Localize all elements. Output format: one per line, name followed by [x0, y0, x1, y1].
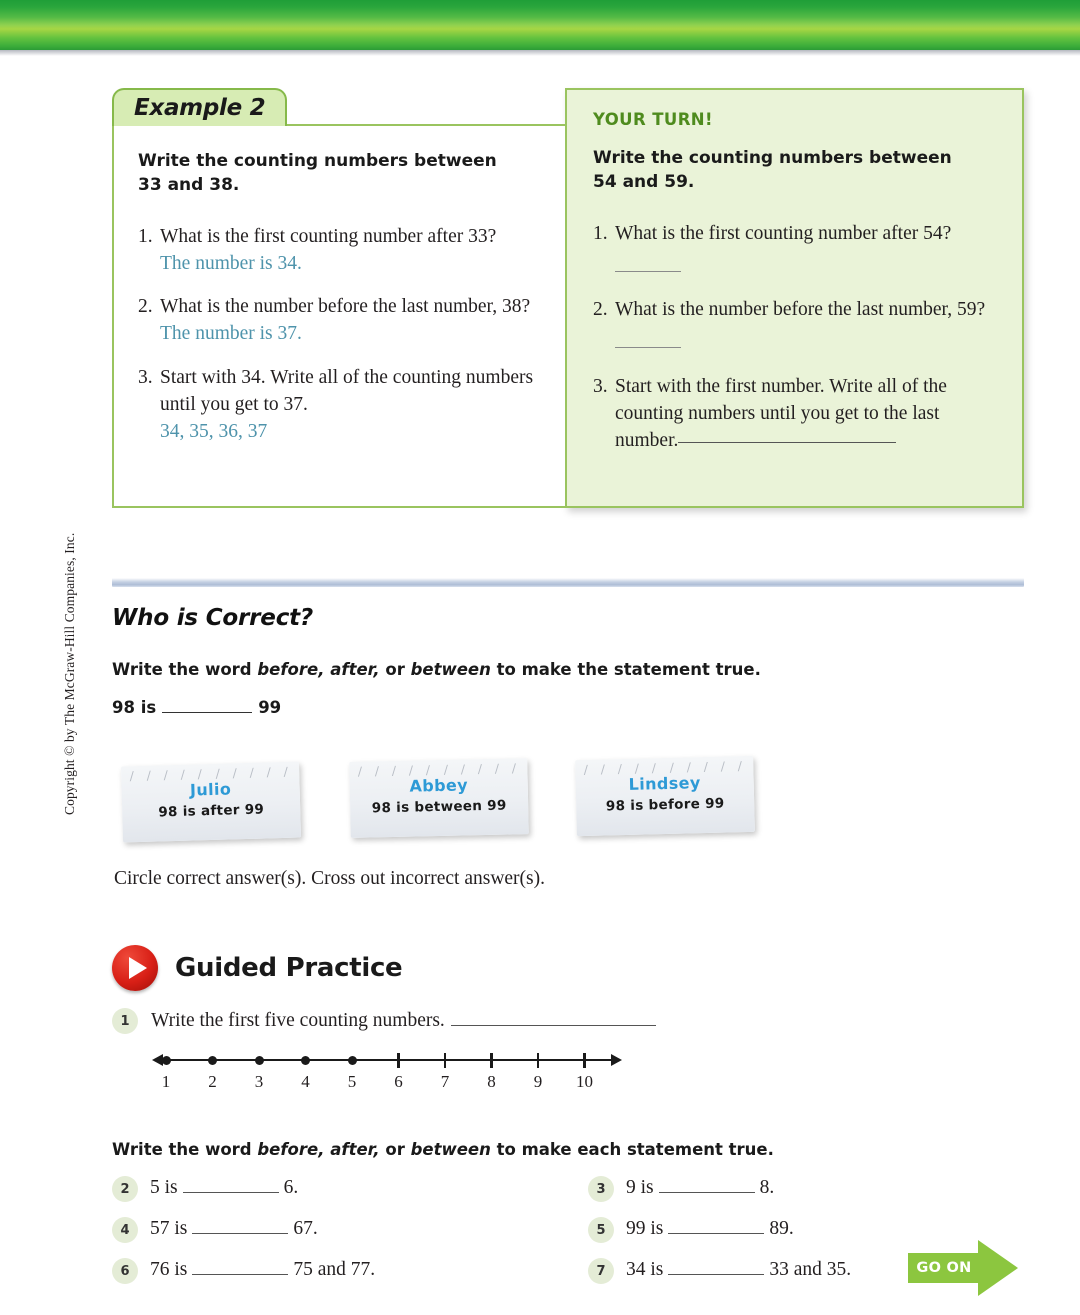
exercise-pre: 76 is — [150, 1258, 188, 1280]
example-tab — [112, 88, 287, 126]
question-number: 3. — [593, 376, 608, 398]
go-on-button[interactable] — [908, 1240, 1018, 1296]
question-badge: 4 — [112, 1217, 138, 1243]
instruction-word-before: before, — [257, 1140, 325, 1159]
instruction-part: to make the statement true. — [490, 660, 761, 679]
exercise-text — [626, 1259, 851, 1281]
question-text — [160, 365, 539, 446]
who-is-correct-statement — [112, 698, 281, 717]
question-text — [615, 374, 998, 455]
number-line-dot — [301, 1056, 310, 1065]
question-body: Start with 34. Write all of the counting numbers until you get to 37. — [160, 367, 534, 416]
answer-blank[interactable] — [668, 1263, 764, 1275]
exercise-post: 89. — [769, 1217, 794, 1239]
question-number: 1. — [593, 222, 608, 244]
example-answer: The number is 37. — [160, 323, 302, 345]
student-statement: 98 is between 99 — [371, 797, 507, 817]
exercise-pre: 5 is — [150, 1176, 178, 1198]
exercise-post: 67. — [293, 1217, 318, 1239]
instruction-word-between: between — [410, 660, 491, 679]
instruction-part: Write the word — [112, 1140, 258, 1159]
your-turn-prompt-line2: 54 and 59. — [593, 171, 695, 192]
your-turn-prompt — [593, 147, 998, 195]
student-name: Abbey — [409, 775, 469, 796]
your-turn-panel — [565, 88, 1024, 508]
number-line-tick — [537, 1053, 539, 1068]
number-line-dot — [348, 1056, 357, 1065]
your-turn-prompt-line1: Write the counting numbers between — [593, 148, 952, 168]
example-panel — [112, 88, 1024, 508]
question-text — [615, 221, 998, 281]
statement-blank[interactable] — [162, 701, 252, 713]
go-on-body — [908, 1253, 980, 1283]
who-is-correct-heading: Who is Correct? — [112, 605, 314, 631]
exercise-pre: 57 is — [150, 1217, 188, 1239]
exercise-text — [626, 1218, 794, 1240]
example-question-3 — [138, 365, 539, 446]
answer-blank[interactable] — [615, 257, 681, 272]
guided-practice-title: Guided Practice — [175, 953, 403, 983]
number-line-label: 1 — [161, 1072, 171, 1091]
question-body: What is the number before the last number, 38? — [160, 296, 531, 318]
student-name: Lindsey — [628, 773, 701, 794]
top-bar-shadow — [0, 50, 1080, 56]
exercise-text — [626, 1177, 774, 1199]
exercise-instruction — [112, 1140, 774, 1159]
student-note-card[interactable] — [575, 756, 755, 836]
instruction-word-after: after, — [330, 1140, 380, 1159]
exercise-post: 75 and 77. — [293, 1258, 376, 1280]
question-body: What is the first counting number after 54? — [615, 222, 952, 244]
statement-left: 98 is — [112, 698, 157, 717]
answer-blank[interactable] — [192, 1222, 288, 1234]
exercise-text — [150, 1218, 318, 1240]
answer-blank[interactable] — [615, 333, 681, 348]
example-answer: The number is 34. — [160, 252, 302, 274]
question-badge: 1 — [112, 1008, 138, 1034]
instruction-word-after: after, — [330, 660, 380, 679]
your-turn-question-3 — [593, 374, 998, 455]
example-answer: 34, 35, 36, 37 — [160, 421, 268, 443]
your-turn-question-2 — [593, 297, 998, 357]
question-number: 1. — [138, 225, 153, 247]
question-text — [160, 294, 539, 348]
who-is-correct-instruction — [112, 660, 761, 679]
question-body: Start with the first number. Write all of the counting numbers until you get to the last number. — [615, 376, 947, 452]
number-line-label: 3 — [254, 1072, 264, 1091]
question-badge: 6 — [112, 1258, 138, 1284]
number-line-label: 7 — [440, 1072, 450, 1091]
number-line-label: 9 — [533, 1072, 543, 1091]
question-badge: 2 — [112, 1176, 138, 1202]
number-line-dot — [255, 1056, 264, 1065]
student-statement: 98 is before 99 — [605, 795, 725, 815]
student-statement: 98 is after 99 — [158, 801, 265, 821]
exercise-post: 6. — [283, 1176, 299, 1198]
answer-blank[interactable] — [668, 1222, 764, 1234]
exercise-row — [588, 1176, 988, 1217]
play-icon — [112, 945, 158, 991]
number-line-label: 2 — [208, 1072, 217, 1091]
your-turn-title: YOUR TURN! — [593, 110, 713, 129]
example-prompt-line2: 33 and 38. — [138, 174, 240, 195]
example-question-list — [138, 224, 539, 446]
exercise-row — [112, 1258, 562, 1299]
number-line-dot — [208, 1056, 217, 1065]
instruction-part: or — [379, 1140, 411, 1159]
exercise-row — [112, 1176, 562, 1217]
question-badge: 7 — [588, 1258, 614, 1284]
answer-blank[interactable] — [183, 1181, 279, 1193]
instruction-part: to make each statement true. — [490, 1140, 774, 1159]
exercise-pre: 9 is — [626, 1176, 654, 1198]
number-line-tick — [397, 1053, 399, 1068]
answer-blank[interactable] — [678, 430, 896, 443]
example-prompt — [138, 150, 539, 198]
exercise-column-left — [112, 1176, 562, 1299]
example-body — [112, 124, 567, 508]
instruction-part: Write the word — [112, 660, 258, 679]
number-line-label: 8 — [487, 1072, 496, 1091]
instruction-word-before: before, — [257, 660, 325, 679]
example-question-1 — [138, 224, 539, 278]
question-badge: 3 — [588, 1176, 614, 1202]
guided-practice-question-1 — [112, 1008, 656, 1034]
number-line — [152, 1048, 622, 1094]
instruction-part: or — [379, 660, 411, 679]
example-tab-label: Example 2 — [134, 95, 266, 121]
number-line-dot — [162, 1056, 171, 1065]
exercise-pre: 99 is — [626, 1217, 664, 1239]
answer-blank[interactable] — [192, 1263, 288, 1275]
number-line-tick — [583, 1053, 585, 1068]
number-line-label: 4 — [301, 1072, 310, 1091]
student-notes-group — [122, 752, 882, 852]
number-line-tick — [444, 1053, 446, 1068]
arrow-right-icon — [978, 1240, 1018, 1296]
question-text — [160, 224, 539, 278]
number-line-label: 6 — [394, 1072, 403, 1091]
number-line-axis — [160, 1059, 612, 1061]
top-decorative-bar — [0, 0, 1080, 50]
exercise-text — [150, 1259, 375, 1281]
question-body: Write the first five counting numbers. — [151, 1010, 445, 1031]
example-question-2 — [138, 294, 539, 348]
your-turn-question-list — [593, 221, 998, 455]
guided-practice-header — [112, 945, 402, 991]
number-line-label: 5 — [347, 1072, 357, 1091]
question-body: What is the number before the last number, 59? — [615, 299, 986, 321]
arrow-right-icon — [611, 1054, 622, 1066]
number-line-label: 10 — [576, 1072, 593, 1091]
question-text — [151, 1010, 656, 1032]
instruction-word-between: between — [410, 1140, 491, 1159]
copyright-text: Copyright © by The McGraw-Hill Companies, Inc. — [62, 532, 77, 815]
exercise-row — [112, 1217, 562, 1258]
go-on-label: GO ON — [916, 1260, 972, 1276]
section-divider — [112, 578, 1024, 587]
question-number: 2. — [593, 299, 608, 321]
answer-blank[interactable] — [451, 1013, 656, 1026]
student-note-card[interactable] — [121, 762, 301, 843]
student-note-card[interactable] — [349, 758, 529, 838]
question-text — [615, 297, 998, 357]
statement-right: 99 — [258, 698, 282, 717]
question-badge: 5 — [588, 1217, 614, 1243]
example-prompt-line1: Write the counting numbers between — [138, 151, 497, 171]
exercise-post: 33 and 35. — [769, 1258, 852, 1280]
student-name: Julio — [189, 779, 232, 800]
exercise-pre: 34 is — [626, 1258, 664, 1280]
question-number: 2. — [138, 296, 153, 318]
question-body: What is the first counting number after 33? — [160, 225, 497, 247]
question-number: 3. — [138, 367, 153, 389]
exercise-post: 8. — [759, 1176, 775, 1198]
answer-blank[interactable] — [659, 1181, 755, 1193]
number-line-tick — [490, 1053, 492, 1068]
exercise-text — [150, 1177, 298, 1199]
circle-instruction: Circle correct answer(s). Cross out incorrect answer(s). — [114, 868, 545, 889]
your-turn-question-1 — [593, 221, 998, 281]
